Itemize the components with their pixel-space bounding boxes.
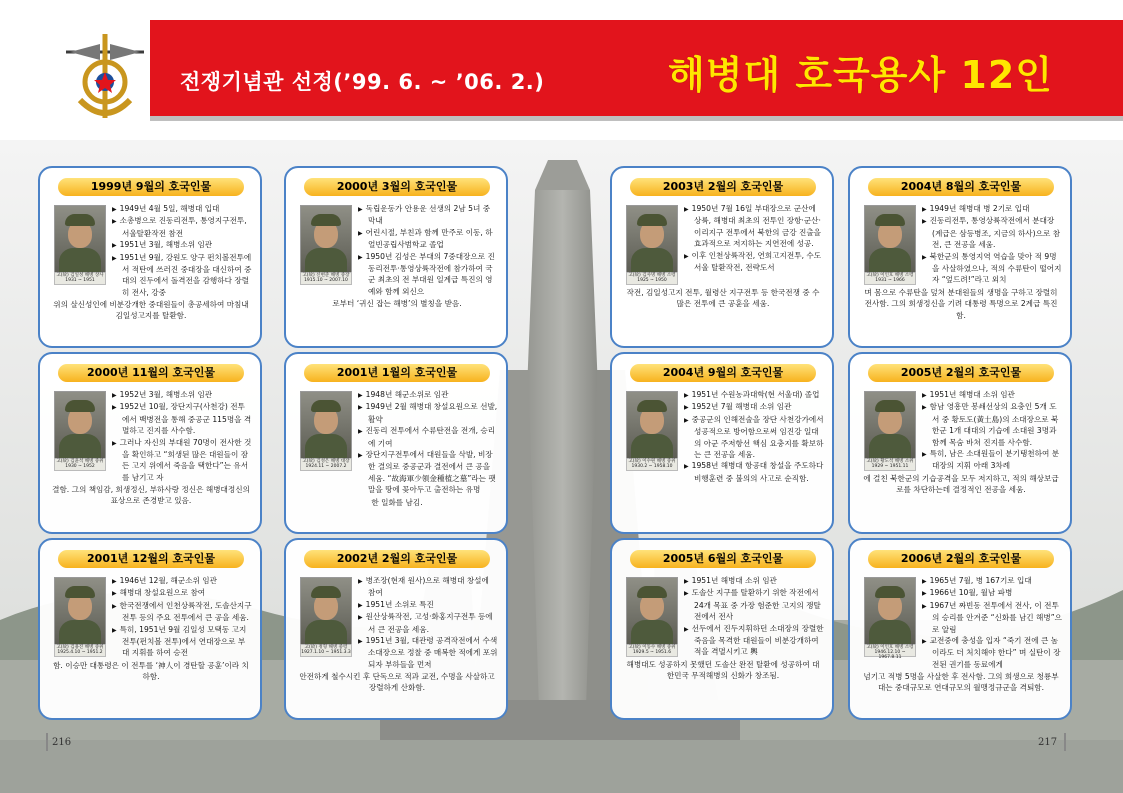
page-title: 해병대 호국용사 12인 bbox=[668, 53, 1054, 97]
hero-portrait bbox=[864, 391, 916, 459]
caption-line: 고(故) 신현준 해병 중장 bbox=[302, 273, 350, 278]
card-continuation-text: 결함. 그의 책임감, 희생정신, 부하사랑 정신은 해병대정신의 표상으로 존경받고 있음. bbox=[52, 485, 250, 506]
left-page-rule bbox=[46, 733, 48, 751]
bullet-item: ▶ 1951년 3월, 대관령 공격작전에서 수색소대장으로 정찰 중 매복한 적에게 포위되자 부하들을 먼저 bbox=[358, 635, 498, 670]
card-heading: 2005년 2월의 호국인물 bbox=[868, 364, 1054, 382]
hero-portrait bbox=[300, 577, 352, 645]
portrait-caption bbox=[864, 644, 916, 660]
bullet-item: ▶ 함남 영흥만 봉쇄선상의 요충인 5개 도서 중 황토도(黃土島)의 소대장으로 북한군 1개 대대의 기습에 소대원 3명과 함께 목숨 바쳐 진지를 사수함. bbox=[922, 401, 1062, 448]
bullet-item: ▶ 한국전쟁에서 인천상륙작전, 도솔산지구 전투 등의 주요 전투에서 큰 공을 세움. bbox=[112, 600, 252, 624]
caption-line: 고(故) 김사명 해병 소령 bbox=[628, 273, 676, 278]
bullet-item: ▶ 중공군의 인해전술을 장단 사천강가에서 성공적으로 방어함으로써 임진강 일대의 아군 주저항선 핵심 요충지를 확보하는 큰 전공을 세움. bbox=[684, 414, 824, 461]
bullet-list bbox=[922, 203, 1062, 286]
card-continuation-text: 넘기고 적병 5명을 사살한 후 전사함. 그의 희생으로 청룡부대는 중대규모로 연대규모의 월맹정규군을 격퇴함. bbox=[863, 672, 1059, 693]
card-heading: 2006년 2월의 호국인물 bbox=[868, 550, 1054, 568]
card-heading: 2005년 6월의 호국인물 bbox=[630, 550, 816, 568]
bullet-item: ▶ 교전중에 충성을 입자 “죽기 전에 큰 놈이라도 더 처치해야 한다” 며 실탄이 장전된 권기를 동료에게 bbox=[922, 635, 1062, 670]
bullet-item: ▶ 장단지구전투에서 대원들을 삭발, 비장한 결의로 중공군과 결전에서 큰 공을 세움. “故海軍少領金種植之墓”라는 팻말을 땅에 꽂아두고 출전하는 유명 bbox=[358, 449, 498, 496]
caption-line: 고(故) 황도석 해병 소위 bbox=[866, 459, 914, 464]
caption-line: 고(故) 김일성 해병 상사 bbox=[56, 273, 104, 278]
bullet-item: ▶ 1951년 수원농과대학(현 서울대) 졸업 bbox=[684, 389, 824, 401]
card-continuation-text: 에 걸친 북한군의 기습공격을 모두 저지하고, 적의 해상보급로를 차단하는데 결정적인 전공을 세움. bbox=[863, 474, 1059, 495]
hero-portrait bbox=[864, 205, 916, 273]
bullet-list bbox=[358, 389, 498, 496]
bullet-list bbox=[112, 389, 252, 483]
bullet-list bbox=[684, 203, 824, 273]
caption-line: 고(故) 이동수 해병 중위 bbox=[628, 645, 676, 650]
bullet-item: ▶ 1952년 3월, 해병소위 임관 bbox=[112, 389, 252, 401]
hero-card bbox=[610, 166, 834, 348]
card-continuation-text: 며 몸으로 수류탄을 덮쳐 분대원들의 생명을 구하고 장렬히 전사함. 그의 희생정신을 기려 대통령 특명으로 2계급 특진함. bbox=[864, 288, 1058, 320]
portrait-caption bbox=[300, 272, 352, 285]
card-heading: 2001년 1월의 호국인물 bbox=[304, 364, 490, 382]
bullet-list bbox=[684, 575, 824, 658]
selection-period: 전쟁기념관 선정(’99. 6. ~ ’06. 2.) bbox=[180, 70, 545, 94]
bullet-item: ▶ 선두에서 진두지휘하던 소대장의 장렬한 죽음을 목격한 대원들이 비분강개하여 적을 격멸시키고 輿 bbox=[684, 623, 824, 658]
card-heading: 1999년 9월의 호국인물 bbox=[58, 178, 244, 196]
bullet-item: ▶ 도솔산 지구를 탈환하기 위한 작전에서 24개 목표 중 가장 험준한 고지의 쟁탈전에서 전사 bbox=[684, 587, 824, 622]
caption-line: 고(故) 김용진 해병 중위 bbox=[56, 645, 104, 650]
hero-card bbox=[284, 166, 508, 348]
caption-line: 고(故) 이인호 해병 소령 bbox=[866, 273, 914, 278]
caption-line: 1925.4.10 ~ 1951.2 bbox=[57, 650, 103, 655]
bullet-item: ▶ 병조장(현재 원사)으로 해병대 창설에 참여 bbox=[358, 575, 498, 599]
portrait-caption bbox=[300, 644, 352, 657]
bullet-list bbox=[922, 575, 1062, 670]
bullet-item: ▶ 특히, 남은 소대원들이 분기탱천하여 분대장의 지휘 아래 3차례 bbox=[922, 448, 1062, 472]
bullet-item: ▶ 1965년 7월, 병 167기로 입대 bbox=[922, 575, 1062, 587]
caption-line: 1927.1.10 ~ 1951.3.3 bbox=[301, 650, 351, 655]
bullet-item: ▶ 진동리전투, 통영상륙작전에서 분대장(계급은 삼등병조, 지금의 하사)으로 참전, 큰 전공을 세움. bbox=[922, 215, 1062, 250]
bullet-item: ▶ 1951년 3월, 해병소위 임관 bbox=[112, 239, 252, 251]
caption-line: 1931 ~ 1951 bbox=[65, 278, 95, 283]
card-heading: 2004년 8월의 호국인물 bbox=[868, 178, 1054, 196]
card-heading: 2000년 11월의 호국인물 bbox=[58, 364, 244, 382]
card-heading: 2000년 3월의 호국인물 bbox=[304, 178, 490, 196]
portrait-caption bbox=[626, 272, 678, 285]
bullet-item: ▶ 1946년 12월, 해군소위 임관 bbox=[112, 575, 252, 587]
bullet-list bbox=[358, 203, 498, 297]
caption-line: 1925 ~ 1950 bbox=[637, 278, 667, 283]
card-continuation-text: 한 일화를 남김. bbox=[371, 498, 423, 507]
bullet-item: ▶ 그러나 자신의 부대원 70명이 전사한 것을 확인하고 “희생된 많은 대원들이 잠든 고지 위에서 죽음을 택한다”는 유서를 남기고 자 bbox=[112, 437, 252, 484]
bullet-item: ▶ 어린시절, 부친과 함께 만주로 이동, 하얼빈공립사범학교 졸업 bbox=[358, 227, 498, 251]
card-heading: 2002년 2월의 호국인물 bbox=[304, 550, 490, 568]
portrait-caption bbox=[54, 644, 106, 657]
bullet-item: ▶ 1950년 7월 16일 부대장으로 군산에 상륙, 해병대 최초의 전투인 장항·군산·이리지구 전투에서 북한의 금강 진출을 효과적으로 저지하는 지연전에 성공. bbox=[684, 203, 824, 250]
bullet-item: ▶ 소총병으로 진동리전투, 통영지구전투, 서울탈환작전 참전 bbox=[112, 215, 252, 239]
portrait-caption bbox=[864, 272, 916, 285]
card-continuation-text: 해병대도 성공하지 못했던 도솔산 완전 탈환에 성공하여 대한민국 무적해병의 신화가 창조됨. bbox=[626, 660, 820, 681]
hero-portrait bbox=[626, 391, 678, 459]
portrait-caption bbox=[54, 272, 106, 285]
bullet-item: ▶ 1952년 7월 해병대 소위 임관 bbox=[684, 401, 824, 413]
caption-line: 고(故) 정형 해병 중령 bbox=[304, 645, 348, 650]
hero-portrait bbox=[300, 205, 352, 273]
card-continuation-text: 함. 이승만 대통령은 이 전투를 ‘神人이 경탄할 공훈’이라 치하함. bbox=[53, 661, 249, 682]
bullet-item: ▶ 이후 인천상륙작전, 연희고지전투, 수도 서울 탈환작전, 전략도서 bbox=[684, 250, 824, 274]
bullet-item: ▶ 북한군의 통영지역 역습을 맞아 적 9명을 사살하였으나, 적의 수류탄이 떨어지자 “엎드려!”라고 외치 bbox=[922, 251, 1062, 286]
caption-line: 1915.10 ~ 2007.10 bbox=[304, 278, 348, 283]
portrait-caption bbox=[54, 458, 106, 471]
hero-card bbox=[848, 166, 1072, 348]
bullet-item: ▶ 해병대 창설요원으로 참여 bbox=[112, 587, 252, 599]
bullet-item: ▶ 1949년 해병대 병 2기로 입대 bbox=[922, 203, 1062, 215]
hero-card bbox=[848, 352, 1072, 534]
card-continuation-text: 로부터 ‘귀신 잡는 해병’의 별칭을 받음. bbox=[332, 299, 462, 308]
hero-card bbox=[284, 352, 508, 534]
hero-portrait bbox=[54, 205, 106, 273]
caption-line: 고(故) 김윤석 해병 중위 bbox=[56, 459, 104, 464]
bullet-item: ▶ 특히, 1951년 9월 김일성 모택동 고지 전투(펀치볼 전투)에서 연대장으로 부대 지휘를 하여 승전 bbox=[112, 624, 252, 659]
hero-portrait bbox=[864, 577, 916, 645]
card-continuation-text: 작전, 김일성고지 전투, 월령산 지구전투 등 한국전쟁 중 수많은 전투에 큰 공훈을 세움. bbox=[626, 288, 820, 309]
hero-card bbox=[848, 538, 1072, 720]
bullet-item: ▶ 원산상륙작전, 고성·화홍지구전투 등에서 큰 전공을 세움. bbox=[358, 611, 498, 635]
hero-card bbox=[610, 538, 834, 720]
hero-card bbox=[38, 166, 262, 348]
card-heading: 2001년 12월의 호국인물 bbox=[58, 550, 244, 568]
hero-card bbox=[38, 538, 262, 720]
caption-line: 1931 ~ 1966 bbox=[875, 278, 905, 283]
bullet-item: ▶ 1958년 해병대 항공대 창설을 주도하다 비행훈련 중 불의의 사고로 순직함. bbox=[684, 460, 824, 484]
bullet-item: ▶ 1948년 해군소위로 임관 bbox=[358, 389, 498, 401]
card-continuation-text: 안전하게 철수시킨 후 단독으로 적과 교전, 수명을 사살하고 장렬하게 산화함. bbox=[299, 672, 495, 693]
marine-corps-emblem bbox=[58, 22, 152, 126]
caption-line: 1946.12.10 ~ 1967.8.11 bbox=[874, 650, 906, 660]
bullet-item: ▶ 1951년 해병대 소위 임관 bbox=[922, 389, 1062, 401]
bullet-item: ▶ 1951년 해병대 소위 임관 bbox=[684, 575, 824, 587]
caption-line: 1924.11 ~ 2007.2 bbox=[305, 464, 347, 469]
bullet-list bbox=[358, 575, 498, 670]
bullet-item: ▶ 1952년 10월, 장단지구(사천강) 전투에서 백병전을 통해 중공군 115명을 격멸하고 진지를 사수함. bbox=[112, 401, 252, 436]
caption-line: 1929.5 ~ 1951.6 bbox=[632, 650, 672, 655]
bullet-list bbox=[112, 575, 252, 659]
header-banner-strip bbox=[150, 116, 1123, 121]
bullet-item: ▶ 1949년 4월 5일, 해병대 입대 bbox=[112, 203, 252, 215]
caption-line: 1930.2 ~ 1958.10 bbox=[631, 464, 673, 469]
hero-portrait bbox=[626, 205, 678, 273]
hero-card bbox=[610, 352, 834, 534]
bullet-list bbox=[112, 203, 252, 298]
bullet-item: ▶ 진동리 전투에서 수류탄전을 전개, 승리에 기여 bbox=[358, 425, 498, 449]
portrait-caption bbox=[300, 458, 352, 471]
page-number-right: 217 bbox=[1038, 737, 1058, 748]
hero-portrait bbox=[54, 391, 106, 459]
bullet-list bbox=[684, 389, 824, 484]
card-heading: 2003년 2월의 호국인물 bbox=[630, 178, 816, 196]
right-page-rule bbox=[1064, 733, 1066, 751]
hero-portrait bbox=[54, 577, 106, 645]
hero-card bbox=[38, 352, 262, 534]
bullet-item: ▶ 1949년 2월 해병대 창설요원으로 선발, 활약 bbox=[358, 401, 498, 425]
caption-line: 고(故) 이인호 해병 소령 bbox=[866, 645, 914, 650]
portrait-caption bbox=[626, 458, 678, 471]
hero-card bbox=[284, 538, 508, 720]
bullet-item: ▶ 1966년 10월, 월남 파병 bbox=[922, 587, 1062, 599]
bullet-item: ▶ 1950년 김성은 부대의 7중대장으로 진동리전투·통영상륙작전에 참가하여 국군 최초의 전 부대원 일계급 특진의 영예와 함께 외신으 bbox=[358, 251, 498, 298]
bullet-list bbox=[922, 389, 1062, 472]
caption-line: 고(故) 김성은 해병 대장 bbox=[302, 459, 350, 464]
page-number-left: 216 bbox=[52, 737, 72, 748]
card-continuation-text: 위의 살신성인에 비분강개한 중대원들이 총공세하여 마침내 김일성고지를 탈환함. bbox=[53, 300, 249, 321]
bullet-item: ▶ 1951년 소위로 특진 bbox=[358, 599, 498, 611]
caption-line: 1929 ~ 1951.11 bbox=[871, 464, 909, 469]
caption-line: 1930 ~ 1952 bbox=[65, 464, 95, 469]
caption-line: 고(故) 이수원 해병 중위 bbox=[628, 459, 676, 464]
bullet-item: ▶ 독립운동가 안용운 선생의 2남 5녀 중 막내 bbox=[358, 203, 498, 227]
portrait-caption bbox=[864, 458, 916, 471]
card-heading: 2004년 9월의 호국인물 bbox=[630, 364, 816, 382]
hero-portrait bbox=[300, 391, 352, 459]
hero-portrait bbox=[626, 577, 678, 645]
portrait-caption bbox=[626, 644, 678, 657]
bullet-item: ▶ 1951년 9월, 강원도 양구 펀치볼전투에서 적탄에 쓰러진 중대장을 대신하여 중대의 진두에서 돌격전을 감행하다 장렬히 전사, 강중 bbox=[112, 252, 252, 299]
bullet-item: ▶ 1967년 짜빈동 전투에서 전사, 이 전투의 승리를 안겨준 “신화를 남긴 해병”으로 알림 bbox=[922, 600, 1062, 635]
